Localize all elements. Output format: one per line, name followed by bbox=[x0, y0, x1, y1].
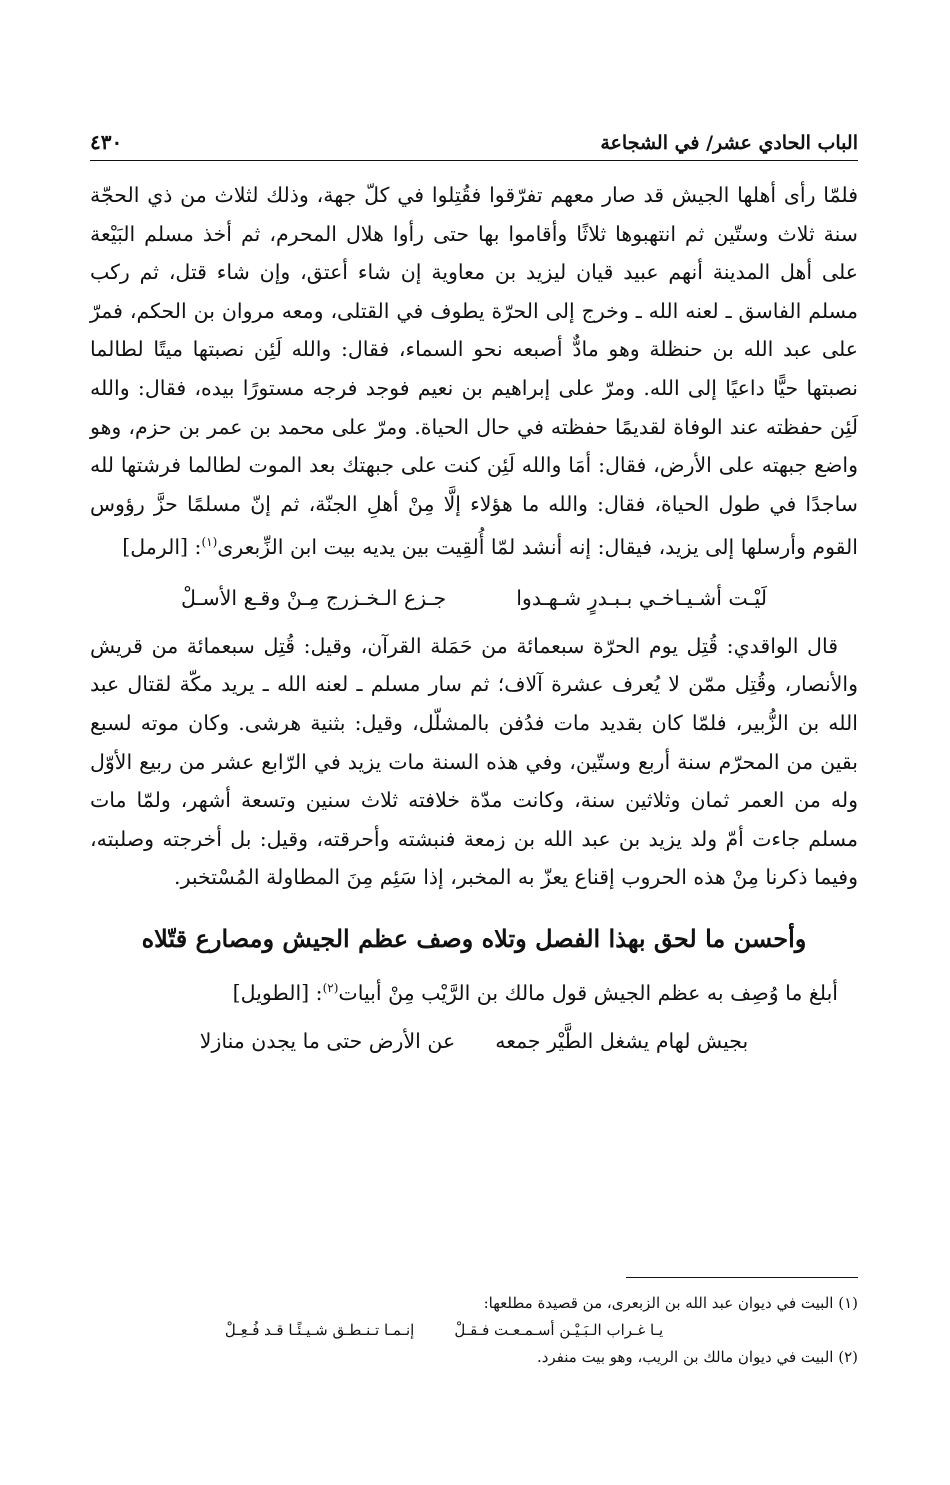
footnote-marker-1: (١) bbox=[201, 535, 218, 550]
page-number: ٤٣٠ bbox=[90, 130, 123, 154]
footnote-1 bbox=[90, 1290, 858, 1317]
verse-1 bbox=[90, 579, 858, 617]
verse-2-hemistich-2: عن الأرض حتى ما يجدن منازلا bbox=[199, 1029, 456, 1054]
footnote-1-verse-hemistich-1: يـا غـراب الـبَـيْـن أسـمـعـت فـقـلْ bbox=[454, 1321, 664, 1339]
paragraph-3-tail: : [الطويل] bbox=[232, 980, 323, 1005]
footnote-marker-2: (٢) bbox=[322, 980, 339, 995]
footnote-1-verse bbox=[90, 1317, 858, 1344]
paragraph-1-tail: : [الرمل] bbox=[122, 535, 202, 560]
verse-1-hemistich-2: جـزع الـخـزرج مِـنْ وقـع الأسـلْ bbox=[181, 585, 447, 610]
footnote-1-label: (١) bbox=[838, 1294, 858, 1312]
footnote-1-text: البيت في ديوان عبد الله بن الزبعرى، من قصيدة مطلعها: bbox=[483, 1294, 834, 1312]
verse-1-hemistich-1: لَيْـت أشـيـاخـي بـبـدرٍ شـهـدوا bbox=[516, 585, 767, 610]
footnote-2 bbox=[90, 1344, 858, 1371]
running-header bbox=[90, 120, 858, 161]
paragraph-1-text: فلمّا رأى أهلها الجيش قد صار معهم تفرّقوا فقُتِلوا في كلّ جهة، وذلك لثلاث من ذي الحجّة سنة ثلاث وستّين ثم انتهبوها ثلاثًا وأقاموا بها حتى رأوا هلال المحرم، ثم أخذ مسلم البَيْعة على أهل المدينة أنهم عبيد قيان ليزيد بن معاوية إن شاء أعتق، وإن شاء قتل، ثم ركب مسلم الفاسق ـ لعنه الله ـ وخرج إلى الحرّة يطوف في القتلى، ومعه مروان بن الحكم، فمرّ على عبد الله بن حنظلة وهو مادٌّ أصبعه نحو السماء، فقال: والله لَئِن نصبتها ميتًا لطالما نصبتها حيًّا داعيًا إلى الله. ومرّ على إبراهيم بن نعيم فوجد فرجه مستورًا بيده، فقال: والله لَئِن حفظته عند الوفاة لقديمًا حفظته في حال الحياة. ومرّ على محمد بن عمر بن حزم، وهو واضع جبهته على الأرض، فقال: أمَا والله لَئِن كنت على جبهتك بعد الموت لطالما فرشتها لله ساجدًا في طول الحياة، فقال: والله ما هؤلاء إلَّا مِنْ أهلِ الجنّة، ثم إنّ مسلمًا حزَّ رؤوس القوم وأرسلها إلى يزيد، فيقال: إنه أنشد لمّا أُلقِيت بين يديه بيت ابن الزِّبعرى bbox=[90, 183, 858, 560]
paragraph-2: قال الواقدي: قُتِل يوم الحرّة سبعمائة من حَمَلة القرآن، وقيل: قُتِل سبعمائة من قريش والأنصار، وقُتِل ممّن لا يُعرف عشرة آلاف؛ ثم سار مسلم ـ لعنه الله ـ يريد مكّة لقتال عبد الله بن الزُّبير، فلمّا كان بقديد مات فدُفن بالمشلّل، وقيل: بثنية هرشى. وكان موته لسبع بقين من المحرّم سنة أربع وستّين، وفي هذه السنة مات يزيد في الرّابع عشر من ربيع الأوّل وله من العمر ثمان وثلاثين سنة، وكانت مدّة خلافته ثلاث سنين وتسعة أشهر، ولمّا مات مسلم جاءت أمّ ولد يزيد بن عبد الله بن زمعة فنبشته وأحرقته، وقيل: بل أخرجته وصلبته، وفيما ذكرنا مِنْ هذه الحروب إقناع يعزّ به المخبر، إذا سَئِم مِنَ المطاولة المُسْتخبر. bbox=[90, 633, 858, 890]
paragraph-1 bbox=[90, 176, 858, 567]
section-heading: وأحسن ما لحق بهذا الفصل وتلاه وصف عظم الجيش ومصارع قتّلاه bbox=[141, 923, 807, 953]
footnote-1-verse-hemistich-2: إنـمـا تـنـطـق شـيـئًـا قـد فُـعِـلْ bbox=[224, 1321, 415, 1339]
chapter-title: الباب الحادي عشر/ في الشجاعة bbox=[600, 132, 858, 154]
main-body bbox=[90, 176, 858, 1060]
verse-2 bbox=[90, 1022, 858, 1060]
footnote-2-label: (٢) bbox=[838, 1348, 858, 1366]
footnotes bbox=[90, 1290, 858, 1371]
paragraph-3-text: أبلغ ما وُصِف به عظم الجيش قول مالك بن الرَّيْب مِنْ أبيات bbox=[338, 980, 838, 1005]
footnote-separator bbox=[626, 1277, 858, 1278]
paragraph-3 bbox=[90, 969, 858, 1012]
verse-2-hemistich-1: بجيش لهام يشغل الطَّيْر جمعه bbox=[495, 1029, 749, 1054]
footnote-2-text: البيت في ديوان مالك بن الريب، وهو بيت منفرد. bbox=[536, 1348, 834, 1366]
